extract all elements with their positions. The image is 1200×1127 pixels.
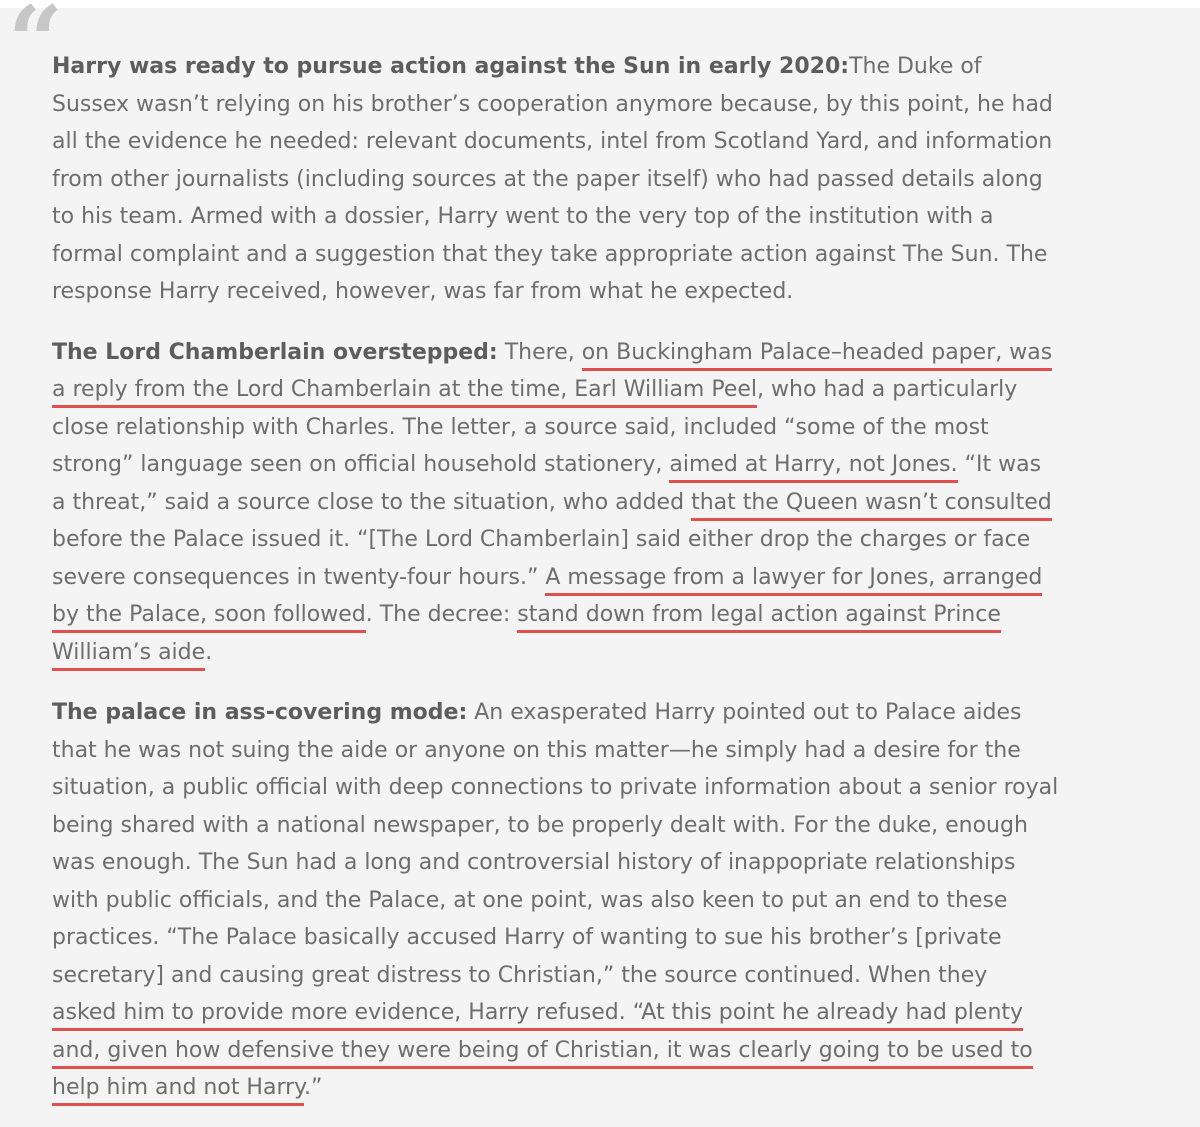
text-segment: being shared with a national newspaper, to be properly dealt with. For the duke, enough <box>52 812 1028 838</box>
text-segment: strong” language seen on official household stationery, <box>52 452 670 477</box>
text-segment: An exasperated Harry pointed out to Palace aides <box>467 700 1022 725</box>
text-segment: “It was <box>957 452 1042 477</box>
underlined-text-segment: A message from a lawyer for Jones, arranged <box>545 565 1042 596</box>
text-line <box>52 334 1150 372</box>
text-segment: secretary] and causing great distress to Christian,” the source continued. When they <box>52 962 988 988</box>
text-line <box>52 198 1150 236</box>
text-line <box>52 882 1150 920</box>
text-line <box>52 1069 1150 1107</box>
text-segment: practices. “The Palace basically accused Harry of wanting to sue his brother’s [private <box>52 925 1002 950</box>
underlined-text-segment: and, given how defensive they were being of Christian, it was clearly going to be used to <box>52 1038 1033 1069</box>
underlined-text-segment: asked him to provide more evidence, Harry refused. “At this point he already had plenty <box>52 1000 1023 1031</box>
text-line <box>52 957 1150 995</box>
underlined-text-segment: William’s aide <box>52 640 205 671</box>
text-segment: , who had a particularly <box>757 377 1018 402</box>
text-line <box>52 161 1150 199</box>
text-line <box>52 273 1150 311</box>
text-segment: a threat,” said a source close to the situation, who added <box>52 489 692 515</box>
bold-text-segment: The palace in ass-covering mode: <box>52 700 468 725</box>
underlined-text-segment: help him and not Harry <box>52 1075 304 1106</box>
text-segment: from other journalists (including sources at the paper itself) who had passed details along <box>52 166 1043 192</box>
text-segment: formal complaint and a suggestion that they take appropriate action against The Sun. The <box>52 241 1048 267</box>
text-segment: that he was not suing the aide or anyone on this matter—he simply had a desire for the <box>52 737 1021 763</box>
text-line <box>52 48 1150 86</box>
text-line <box>52 123 1150 161</box>
text-line <box>52 769 1150 807</box>
text-line <box>52 1032 1150 1070</box>
text-segment: severe consequences in twenty-four hours.” <box>52 564 546 590</box>
text-line <box>52 732 1150 770</box>
open-quote-icon: “ <box>8 0 64 98</box>
text-segment: close relationship with Charles. The letter, a source said, included “some of the most <box>52 414 989 440</box>
text-line <box>52 634 1150 672</box>
underlined-text-segment: a reply from the Lord Chamberlain at the time, Earl William Peel <box>52 377 757 408</box>
text-line <box>52 694 1150 732</box>
text-segment: situation, a public official with deep connections to private information about a senior royal <box>52 775 1059 800</box>
text-line <box>52 844 1150 882</box>
bold-text-segment: The Lord Chamberlain overstepped: <box>52 339 498 365</box>
text-line <box>52 236 1150 274</box>
underlined-text-segment: that the Queen wasn’t consulted <box>691 490 1052 521</box>
text-segment: .” <box>304 1075 323 1100</box>
text-line <box>52 446 1150 484</box>
underlined-text-segment: aimed at Harry, not Jones. <box>669 452 957 483</box>
underlined-text-segment: on Buckingham Palace–headed paper, was <box>582 340 1052 371</box>
text-segment: The Duke of <box>849 54 982 79</box>
text-line <box>52 919 1150 957</box>
text-line <box>52 86 1150 124</box>
text-line <box>52 596 1150 634</box>
text-segment: before the Palace issued it. “[The Lord Chamberlain] said either drop the charges or face <box>52 527 1031 552</box>
bold-text-segment: Harry was ready to pursue action against the Sun in early 2020: <box>52 54 850 79</box>
text-segment: response Harry received, however, was far from what he expected. <box>52 279 794 304</box>
text-line <box>52 807 1150 845</box>
underlined-text-segment: stand down from legal action against Prince <box>517 602 1001 633</box>
text-segment: There, <box>497 339 582 365</box>
text-segment: to his team. Armed with a dossier, Harry went to the very top of the institution with a <box>52 204 994 229</box>
paragraph <box>52 48 1150 311</box>
paragraph <box>52 334 1150 672</box>
text-line <box>52 559 1150 597</box>
text-segment: . <box>205 639 213 665</box>
underlined-text-segment: by the Palace, soon followed <box>52 602 366 633</box>
text-line <box>52 409 1150 447</box>
text-segment: all the evidence he needed: relevant documents, intel from Scotland Yard, and information <box>52 129 1053 154</box>
text-line <box>52 484 1150 522</box>
text-line <box>52 521 1150 559</box>
quote-content <box>52 48 1150 1107</box>
text-segment: with public officials, and the Palace, at one point, was also keen to put an end to these <box>52 887 1008 913</box>
text-segment: Sussex wasn’t relying on his brother’s cooperation anymore because, by this point, he had <box>52 91 1053 117</box>
paragraph <box>52 694 1150 1107</box>
top-strip <box>0 0 1200 8</box>
text-segment: was enough. The Sun had a long and controversial history of inappopriate relationships <box>52 850 1016 875</box>
text-line <box>52 994 1150 1032</box>
text-line <box>52 371 1150 409</box>
text-segment: . The decree: <box>365 602 518 627</box>
